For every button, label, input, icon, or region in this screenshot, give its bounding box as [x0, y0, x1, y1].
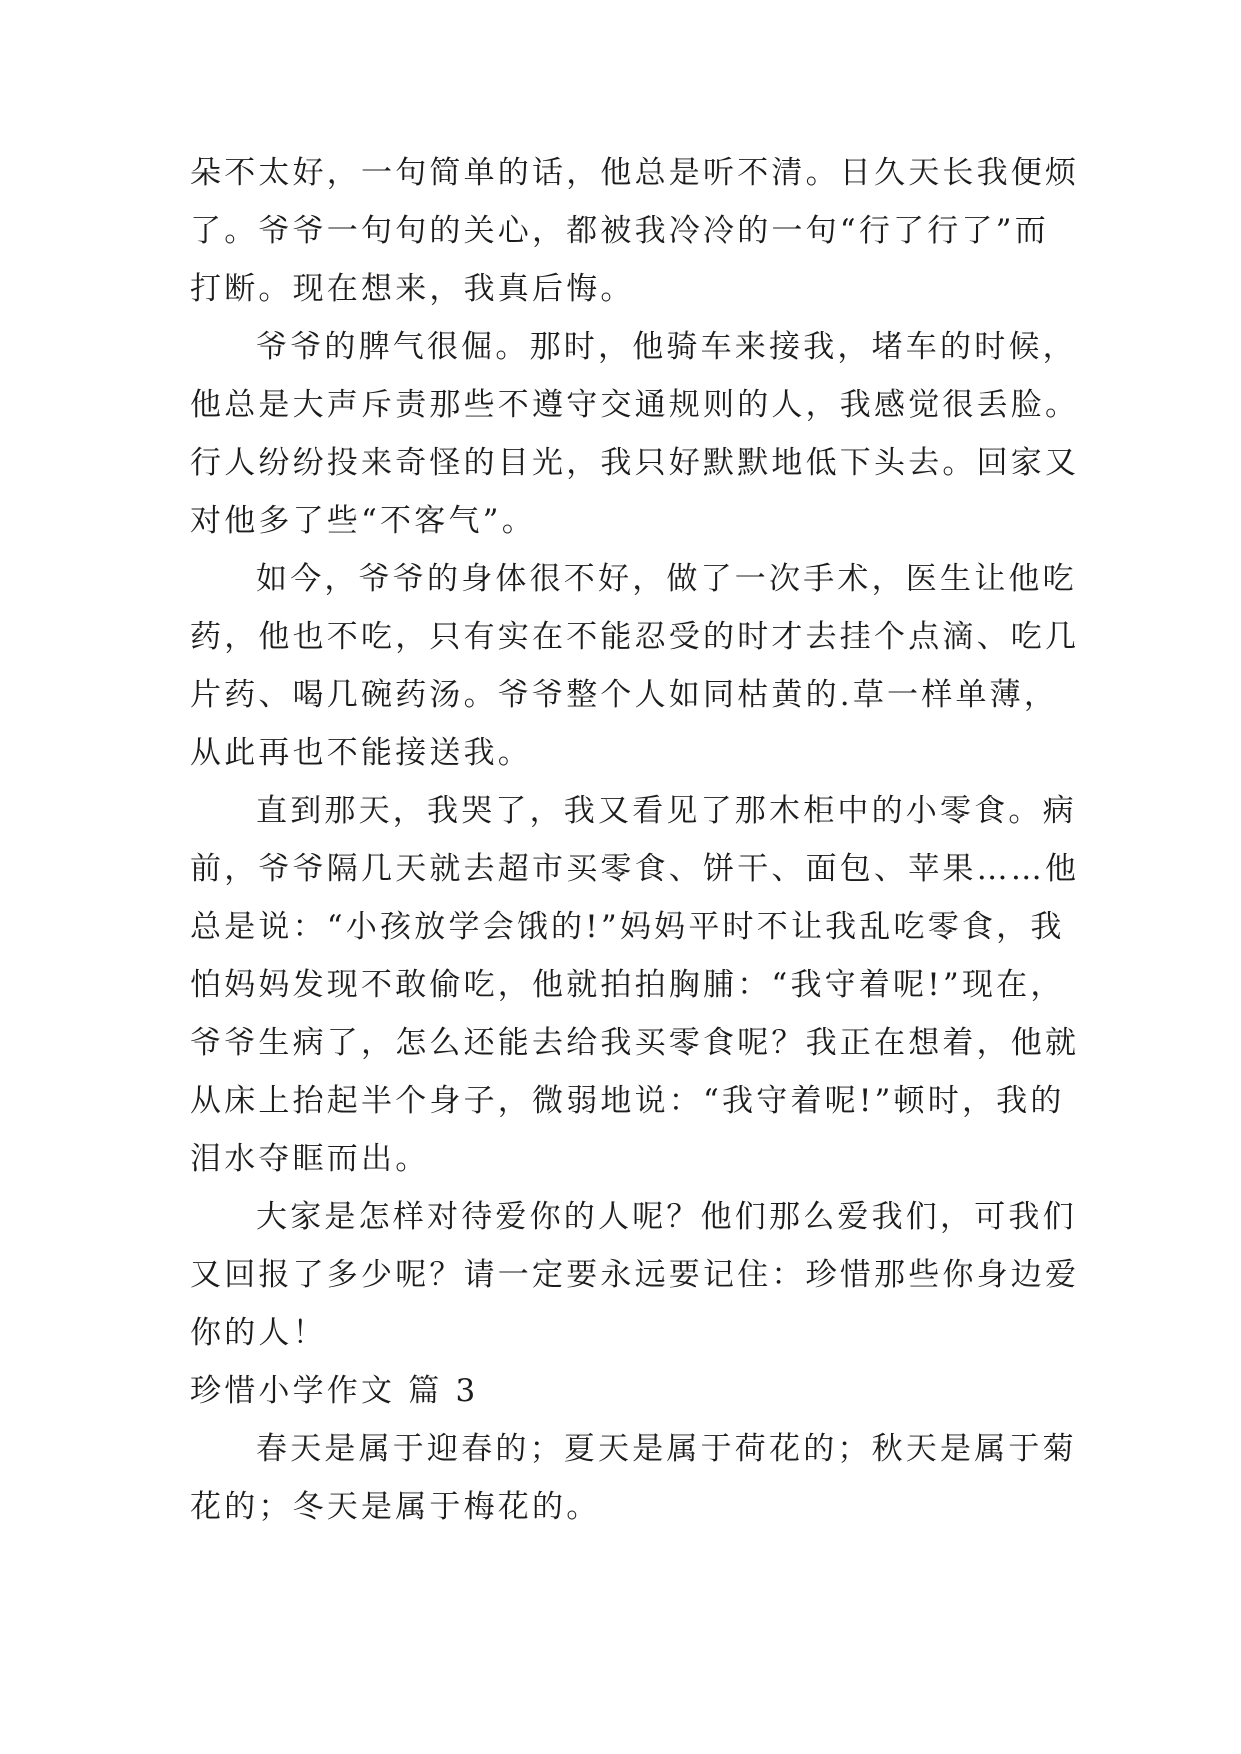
text-line: 又回报了多少呢？请一定要永远要记住：珍惜那些你身边爱	[190, 1257, 1080, 1293]
text-line: 对他多了些“不客气”。	[190, 503, 536, 539]
text-line: 花的；冬天是属于梅花的。	[190, 1489, 601, 1525]
text-line: 爷爷生病了，怎么还能去给我买零食呢？我正在想着，他就	[190, 1025, 1080, 1061]
text-line: 打断。现在想来，我真后悔。	[190, 271, 635, 307]
paragraph	[190, 329, 1080, 564]
text-line: 片药、喝几碗药汤。爷爷整个人如同枯黄的.草一样单薄，	[190, 677, 1059, 713]
paragraph	[190, 155, 1080, 332]
text-line: 从床上抬起半个身子，微弱地说：“我守着呢!”顿时，我的	[190, 1083, 1065, 1119]
text-line: 怕妈妈发现不敢偷吃，他就拍拍胸脯：“我守着呢!”现在，	[190, 967, 1065, 1003]
paragraph	[190, 793, 1080, 1202]
paragraph	[190, 1199, 1080, 1376]
text-line: 朵不太好，一句简单的话，他总是听不清。日久天长我便烦	[190, 155, 1080, 191]
text-line: 药，他也不吃，只有实在不能忍受的时才去挂个点滴、吃几	[190, 619, 1080, 655]
text-line: 你的人！	[190, 1315, 327, 1351]
text-line: 如今，爷爷的身体很不好，做了一次手术，医生让他吃	[256, 561, 1077, 597]
section-heading: 珍惜小学作文 篇 3	[190, 1373, 479, 1409]
document-body	[190, 155, 1080, 1550]
text-line: 前，爷爷隔几天就去超市买零食、饼干、面包、苹果……他	[190, 851, 1080, 887]
text-line: 直到那天，我哭了，我又看见了那木柜中的小零食。病	[256, 793, 1077, 829]
text-line: 大家是怎样对待爱你的人呢？他们那么爱我们，可我们	[256, 1199, 1077, 1235]
text-line: 了。爷爷一句句的关心，都被我冷冷的一句“行了行了”而	[190, 213, 1049, 249]
text-line: 泪水夺眶而出。	[190, 1141, 430, 1177]
text-line: 行人纷纷投来奇怪的目光，我只好默默地低下头去。回家又	[190, 445, 1080, 481]
text-line: 爷爷的脾气很倔。那时，他骑车来接我，堵车的时候，	[256, 329, 1077, 365]
text-line: 从此再也不能接送我。	[190, 735, 532, 771]
text-line: 总是说：“小孩放学会饿的!”妈妈平时不让我乱吃零食，我	[190, 909, 1065, 945]
text-line: 他总是大声斥责那些不遵守交通规则的人，我感觉很丢脸。	[190, 387, 1080, 423]
paragraph	[190, 561, 1080, 796]
text-line: 春天是属于迎春的；夏天是属于荷花的；秋天是属于菊	[256, 1431, 1077, 1467]
paragraph	[190, 1431, 1077, 1550]
